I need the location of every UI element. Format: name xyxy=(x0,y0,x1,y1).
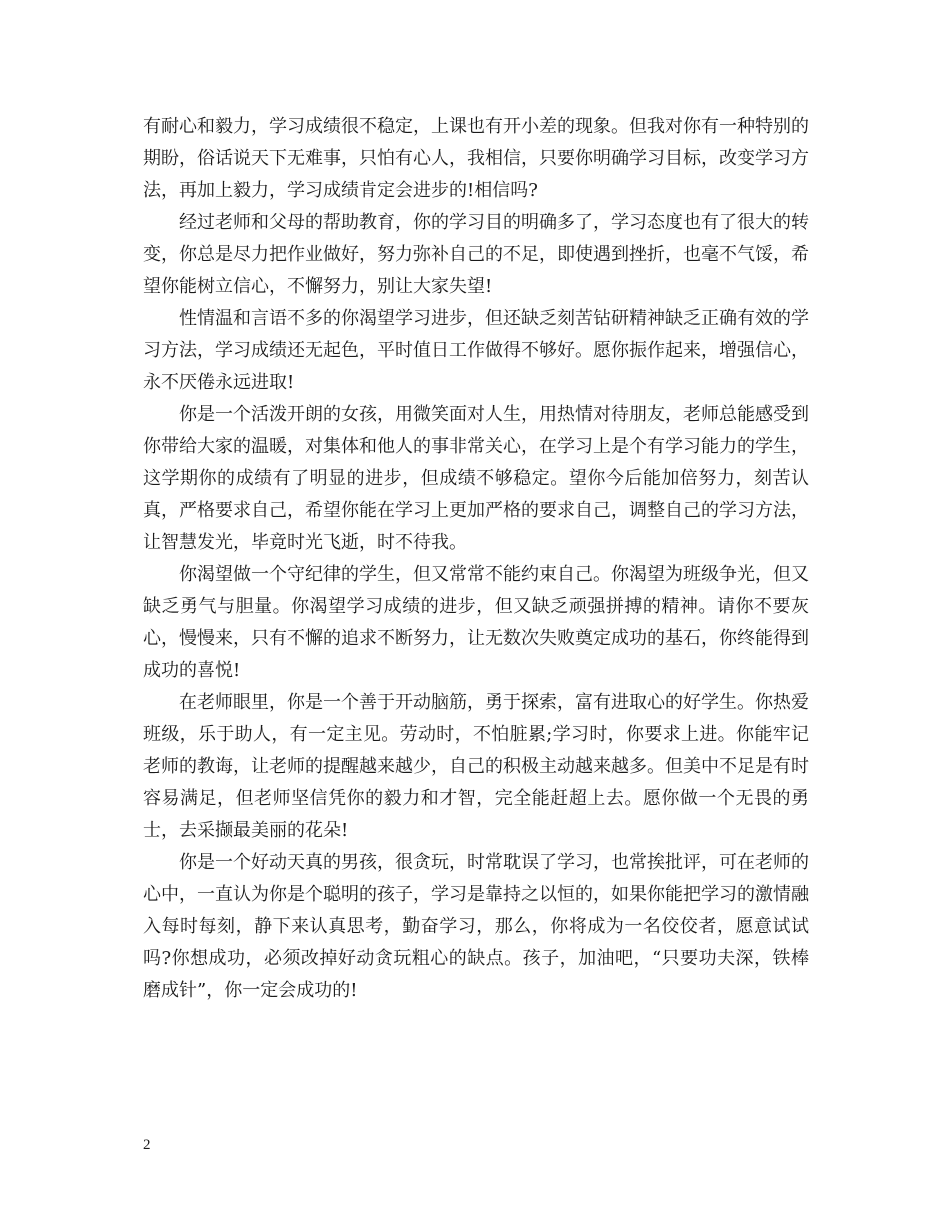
paragraph-6: 在老师眼里，你是一个善于开动脑筋，勇于探索，富有进取心的好学生。你热爱班级，乐于助人，有一定主见。劳动时，不怕脏累;学习时，你要求上进。你能牢记老师的教诲，让老师的提醒越来越少，自己的积极主动越来越多。但美中不足是有时容易满足，但老师坚信凭你的毅力和才智，完全能赶超上去。愿你做一个无畏的勇士，去采撷最美丽的花朵! xyxy=(143,692,809,841)
page-number: 2 xyxy=(143,1137,151,1153)
paragraph-2: 经过老师和父母的帮助教育，你的学习目的明确多了，学习态度也有了很大的转变，你总是尽力把作业做好，努力弥补自己的不足，即使遇到挫折，也毫不气馁，希望你能树立信心，不懈努力，别让大家失望! xyxy=(143,212,809,297)
paragraph-5: 你渴望做一个守纪律的学生，但又常常不能约束自己。你渴望为班级争光，但又缺乏勇气与胆量。你渴望学习成绩的进步，但又缺乏顽强拼搏的精神。请你不要灰心，慢慢来，只有不懈的追求不断努力，让无数次失败奠定成功的基石，你终能得到成功的喜悦! xyxy=(143,564,809,681)
paragraph-3: 性情温和言语不多的你渴望学习进步，但还缺乏刻苦钻研精神缺乏正确有效的学习方法，学习成绩还无起色，平时值日工作做得不够好。愿你振作起来，增强信心，永不厌倦永远进取! xyxy=(143,308,809,393)
document-body xyxy=(143,111,809,1007)
paragraph-4: 你是一个活泼开朗的女孩，用微笑面对人生，用热情对待朋友，老师总能感受到你带给大家的温暖，对集体和他人的事非常关心，在学习上是个有学习能力的学生，这学期你的成绩有了明显的进步，但成绩不够稳定。望你今后能加倍努力，刻苦认真，严格要求自己，希望你能在学习上更加严格的要求自己，调整自己的学习方法，让智慧发光，毕竟时光飞逝，时不待我。 xyxy=(143,404,809,553)
paragraph-7: 你是一个好动天真的男孩，很贪玩，时常耽误了学习，也常挨批评，可在老师的心中，一直认为你是个聪明的孩子，学习是靠持之以恒的，如果你能把学习的激情融入每时每刻，静下来认真思考，勤奋学习，那么，你将成为一名佼佼者，愿意试试吗?你想成功，必须改掉好动贪玩粗心的缺点。孩子，加油吧，“只要功夫深，铁棒磨成针”，你一定会成功的! xyxy=(143,852,809,1001)
paragraph-1: 有耐心和毅力，学习成绩很不稳定，上课也有开小差的现象。但我对你有一种特别的期盼，俗话说天下无难事，只怕有心人，我相信，只要你明确学习目标，改变学习方法，再加上毅力，学习成绩肯定会进步的!相信吗? xyxy=(143,116,809,201)
